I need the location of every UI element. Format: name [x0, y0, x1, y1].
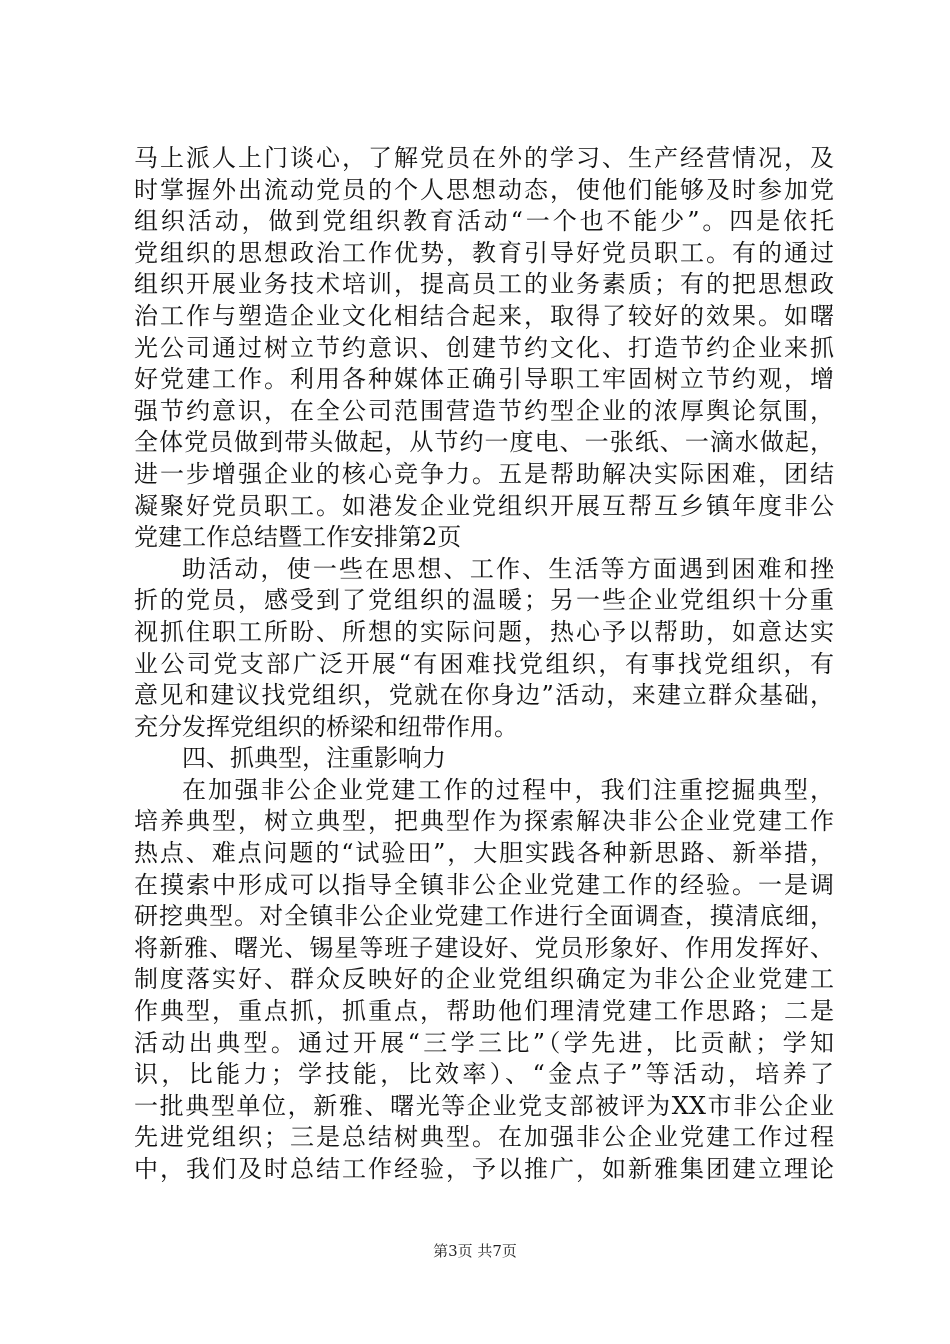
- paragraph: [134, 554, 834, 744]
- text-line: 培养典型，树立典型，把典型作为探索解决非公企业党建工作: [134, 807, 834, 836]
- text-line: 中，我们及时总结工作经验，予以推广，如新雅集团建立理论: [134, 1155, 834, 1183]
- text-line: 马上派人上门谈心，了解党员在外的学习、生产经营情况，及: [134, 144, 834, 172]
- text-line: 研挖典型。对全镇非公企业党建工作进行全面调查，摸清底细，: [134, 902, 834, 931]
- text-line: 党建工作总结暨工作安排第2页: [134, 523, 462, 552]
- text-line: 全体党员做到带头做起，从节约一度电、一张纸、一滴水做起，: [134, 428, 834, 457]
- text-line: 在摸索中形成可以指导全镇非公企业党建工作的经验。一是调: [134, 870, 834, 899]
- text-line: 作典型，重点抓，抓重点，帮助他们理清党建工作思路；二是: [134, 997, 834, 1026]
- text-line: 党组织的思想政治工作优势，教育引导好党员职工。有的通过: [134, 238, 834, 267]
- text-line: 强节约意识，在全公司范围营造节约型企业的浓厚舆论氛围，: [134, 396, 834, 425]
- text-line: 组织活动，做到党组织教育活动“一个也不能少”。四是依托: [134, 207, 834, 236]
- text-line: 治工作与塑造企业文化相结合起来，取得了较好的效果。如曙: [134, 301, 834, 330]
- paragraph: [134, 143, 834, 554]
- text-line: 在加强非公企业党建工作的过程中，我们注重挖掘典型，: [182, 775, 834, 804]
- text-line: 活动出典型。通过开展“三学三比”（学先进，比贡献；学知: [134, 1028, 834, 1057]
- text-line: 将新雅、曙光、锡星等班子建设好、党员形象好、作用发挥好、: [134, 933, 834, 962]
- text-line: 制度落实好、群众反映好的企业党组织确定为非公企业党建工: [134, 965, 834, 994]
- paragraph: [134, 775, 834, 1186]
- text-line: 热点、难点问题的“试验田”，大胆实践各种新思路、新举措，: [134, 839, 834, 868]
- text-line: 一批典型单位，新雅、曙光等企业党支部被评为XX市非公企业: [134, 1091, 834, 1120]
- text-line: 好党建工作。利用各种媒体正确引导职工牢固树立节约观，增: [134, 365, 834, 394]
- text-line: 折的党员，感受到了党组织的温暖；另一些企业党组织十分重: [134, 586, 834, 615]
- text-line: 视抓住职工所盼、所想的实际问题，热心予以帮助，如意达实: [134, 617, 834, 646]
- document-body: [134, 143, 834, 1186]
- text-line: 充分发挥党组织的桥梁和纽带作用。: [134, 712, 518, 741]
- text-line: 四、抓典型，注重影响力: [182, 744, 446, 773]
- text-line: 光公司通过树立节约意识、创建节约文化、打造节约企业来抓: [134, 333, 834, 362]
- text-line: 进一步增强企业的核心竞争力。五是帮助解决实际困难，团结: [134, 459, 834, 488]
- text-line: 识，比能力；学技能，比效率）、“金点子”等活动，培养了: [134, 1060, 834, 1089]
- text-line: 先进党组织；三是总结树典型。在加强非公企业党建工作过程: [134, 1123, 834, 1152]
- text-line: 意见和建议找党组织，党就在你身边”活动，来建立群众基础，: [134, 681, 834, 710]
- text-line: 凝聚好党员职工。如港发企业党组织开展互帮互乡镇年度非公: [134, 491, 834, 520]
- text-line: 组织开展业务技术培训，提高员工的业务素质；有的把思想政: [134, 270, 834, 299]
- section-heading: [134, 743, 834, 775]
- text-line: 业公司党支部广泛开展“有困难找党组织，有事找党组织，有: [134, 649, 834, 678]
- text-line: 时掌握外出流动党员的个人思想动态，使他们能够及时参加党: [134, 175, 834, 204]
- page-footer: 第3页 共7页: [433, 1242, 517, 1260]
- text-line: 助活动，使一些在思想、工作、生活等方面遇到困难和挫: [182, 554, 834, 583]
